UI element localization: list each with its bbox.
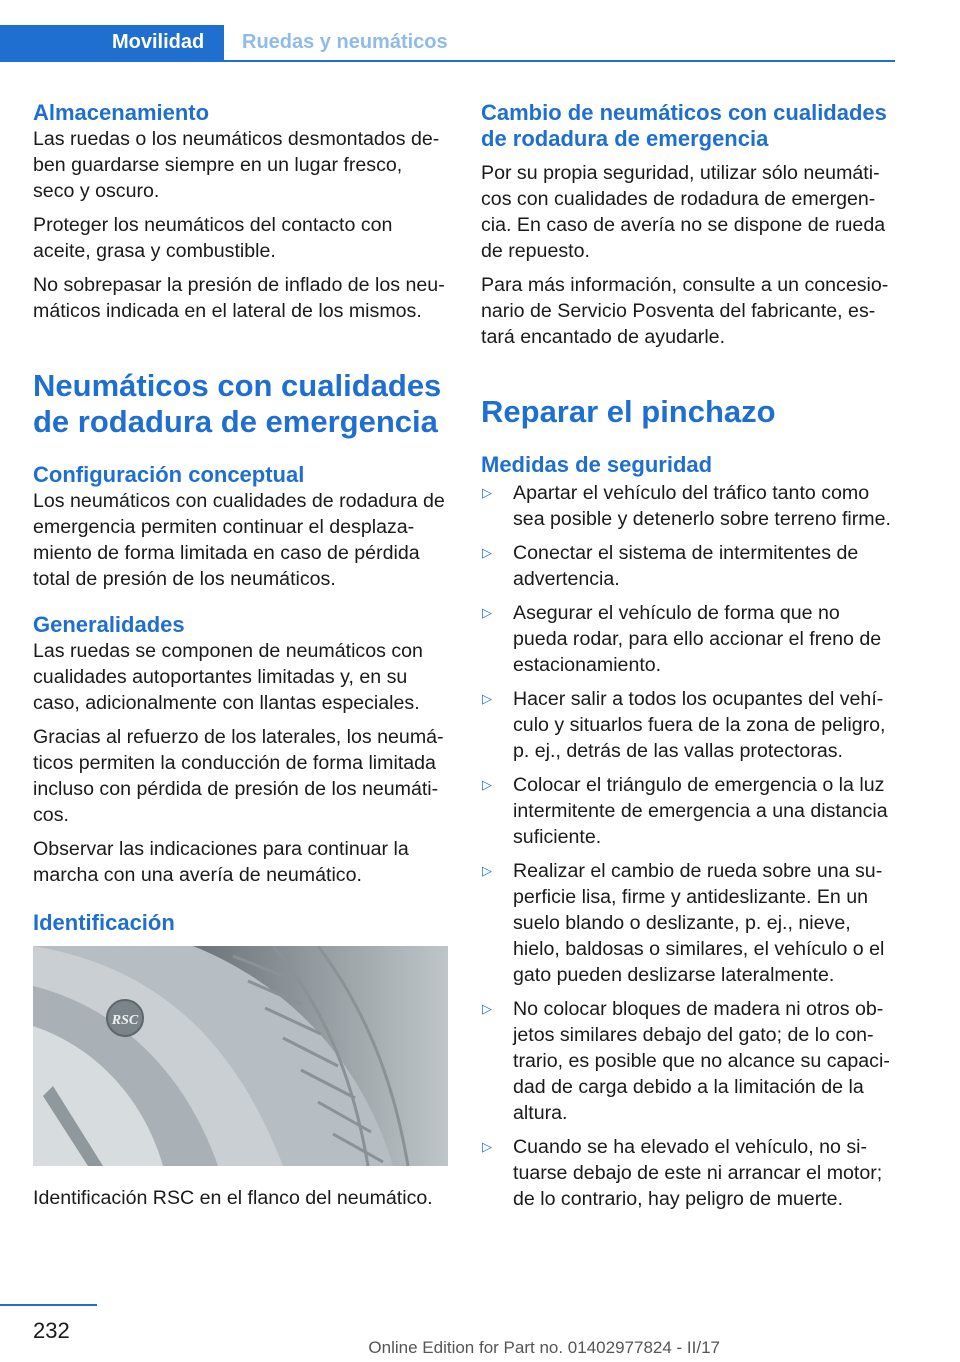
triangle-bullet-icon: ▷ xyxy=(482,1001,492,1016)
paragraph: No sobrepasar la presión de inflado de los neu-máticos indicada en el lateral de los mismos. xyxy=(33,274,445,322)
paragraph: Las ruedas se componen de neumáticos con cualidades autoportantes limitadas y, en su caso, adicionalmente con llantas especiales. xyxy=(33,640,423,714)
list-item xyxy=(481,686,896,764)
heading-concept: Configuración conceptual xyxy=(33,462,305,487)
tire-rsc-illustration xyxy=(33,946,448,1166)
list-item-text: Hacer salir a todos los ocupantes del vehí-culo y situarlos fuera de la zona de peligro, p. ej., detrás de las vallas protectoras. xyxy=(513,688,886,762)
list-item-text: Realizar el cambio de rueda sobre una su-perficie lisa, firme y antideslizante. En un suelo blando o deslizante, p. ej., nieve, hielo, baldosas o similares, el vehículo o el gato pueden deslizarse lateralmente. xyxy=(513,860,885,986)
list-item xyxy=(481,1134,896,1212)
subsection-label: Ruedas y neumáticos xyxy=(242,31,448,53)
left-column xyxy=(33,100,448,1211)
list-item xyxy=(481,540,896,592)
section-tab xyxy=(0,25,224,62)
right-column xyxy=(481,100,896,1220)
paragraph: Gracias al refuerzo de los laterales, los neumá-ticos permiten la conducción de forma limitada incluso con pérdida de presión de los neumáti-cos. xyxy=(33,726,444,826)
list-item xyxy=(481,480,896,532)
list-item xyxy=(481,600,896,678)
triangle-bullet-icon: ▷ xyxy=(482,777,492,792)
paragraph: Observar las indicaciones para continuar la marcha con una avería de neumático. xyxy=(33,838,409,886)
header-rule xyxy=(0,60,895,62)
triangle-bullet-icon: ▷ xyxy=(482,485,492,500)
heading-identification: Identificación xyxy=(33,910,175,935)
triangle-bullet-icon: ▷ xyxy=(482,1139,492,1154)
paragraph: Proteger los neumáticos del contacto con aceite, grasa y combustible. xyxy=(33,214,393,262)
list-item-text: Conectar el sistema de intermitentes de advertencia. xyxy=(513,542,859,590)
rsc-logo-text: RSC xyxy=(111,1013,139,1028)
triangle-bullet-icon: ▷ xyxy=(482,605,492,620)
triangle-bullet-icon: ▷ xyxy=(482,691,492,706)
paragraph: Para más información, consulte a un concesio-nario de Servicio Posventa del fabricante, es-tará encantado de ayudarle. xyxy=(481,274,889,348)
heading-general: Generalidades xyxy=(33,612,185,637)
triangle-bullet-icon: ▷ xyxy=(482,863,492,878)
paragraph: Las ruedas o los neumáticos desmontados de-ben guardarse siempre en un lugar fresco, seco y oscuro. xyxy=(33,128,440,202)
heading-runflat: Neumáticos con cualidades de rodadura de emergencia xyxy=(33,368,442,439)
figure-caption: Identificación RSC en el flanco del neumático. xyxy=(33,1187,433,1209)
list-item-text: No colocar bloques de madera ni otros ob-jetos similares debajo del gato; de lo con-trario, es posible que no alcance su capaci-dad de carga debido a la limitación de la altura. xyxy=(513,998,890,1124)
list-item-text: Apartar el vehículo del tráfico tanto como sea posible y detenerlo sobre terreno firme. xyxy=(513,482,891,530)
page-number-rule xyxy=(0,1304,97,1306)
section-label: Movilidad xyxy=(112,31,205,53)
list-item xyxy=(481,772,896,850)
footer-text: Online Edition for Part no. 01402977824 - II/17 xyxy=(368,1338,720,1357)
list-item-text: Cuando se ha elevado el vehículo, no si-tuarse debajo de este ni arrancar el motor; de lo contrario, hay peligro de muerte. xyxy=(513,1136,883,1210)
list-item xyxy=(481,858,896,988)
paragraph: Por su propia seguridad, utilizar sólo neumáti-cos con cualidades de rodadura de emergen-cia. En caso de avería no se dispone de rueda de repuesto. xyxy=(481,162,886,262)
page-number: 232 xyxy=(33,1318,70,1343)
paragraph: Los neumáticos con cualidades de rodadura de emergencia permiten continuar el desplaza-miento de forma limitada en caso de pérdida total de presión de los neumáticos. xyxy=(33,490,445,590)
list-item-text: Asegurar el vehículo de forma que no pueda rodar, para ello accionar el freno de estacionamiento. xyxy=(513,602,882,676)
list-item xyxy=(481,996,896,1126)
page-header xyxy=(0,25,895,62)
heading-repair: Reparar el pinchazo xyxy=(481,394,776,429)
list-item-text: Colocar el triángulo de emergencia o la luz intermitente de emergencia a una distancia suficiente. xyxy=(513,774,888,848)
triangle-bullet-icon: ▷ xyxy=(482,545,492,560)
heading-safety: Medidas de seguridad xyxy=(481,452,713,477)
safety-list xyxy=(481,480,896,1212)
heading-change: Cambio de neumáticos con cualidades de rodadura de emergencia xyxy=(481,100,887,151)
heading-storage: Almacenamiento xyxy=(33,100,210,125)
